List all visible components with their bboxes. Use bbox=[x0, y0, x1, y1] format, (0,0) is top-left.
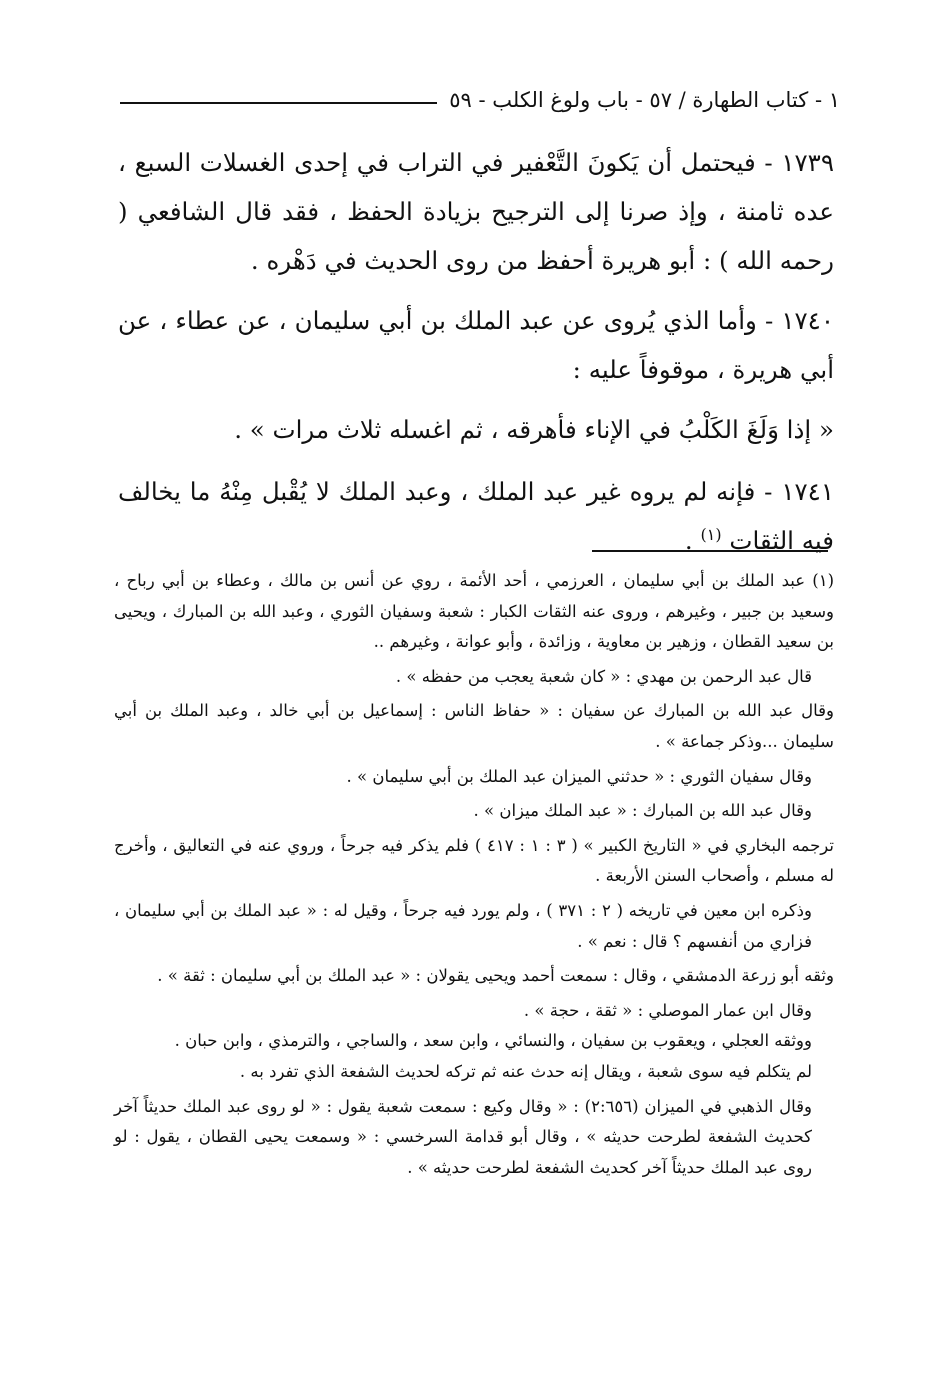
footnote-line: وقال ابن عمار الموصلي : « ثقة ، حجة » . bbox=[523, 1000, 812, 1020]
main-text bbox=[118, 138, 834, 576]
footnote-line: وقال عبد الله بن المبارك عن سفيان : « حفاظ الناس : إسماعيل بن أبي خالد ، وعبد الملك بن أبي سليمان ...وذكر جماعة » . bbox=[114, 701, 834, 751]
paragraph-1741-text: ١٧٤١ - فإنه لم يروه غير عبد الملك ، وعبد الملك لا يُقْبل مِنْهُ ما يخالف فيه الثقات bbox=[118, 477, 834, 555]
paragraph-1739: ١٧٣٩ - فيحتمل أن يَكونَ التَّعْفير في التراب في إحدى الغسلات السبع ، عده ثامنة ، وإذ صرنا إلى الترجيح بزيادة الحفظ ، فقد قال الشافعي ( رحمه الله ) : أبو هريرة أحفظ من روى الحديث في دَهْره . bbox=[118, 148, 834, 275]
footnote-separator bbox=[592, 550, 828, 552]
hadith-quote: « إذا وَلَغَ الكَلْبُ في الإناء فأهرقه ، ثم اغسله ثلاث مرات » . bbox=[234, 415, 834, 444]
closing-dot: . bbox=[684, 526, 701, 555]
footnote-line: وقال عبد الله بن المبارك : « عبد الملك ميزان » . bbox=[473, 801, 812, 821]
paragraph-1740: ١٧٤٠ - وأما الذي يُروى عن عبد الملك بن أبي سليمان ، عن عطاء ، عن أبي هريرة ، موقوفاً عليه : bbox=[118, 306, 834, 384]
header-rule bbox=[120, 102, 437, 104]
footnote-line: وذكره ابن معين في تاريخه ( ٢ : ٣٧١ ) ، ولم يورد فيه جرحاً ، وقيل له : « عبد الملك بن أبي سليمان ، فزاري من أنفسهم ؟ قال : نعم » . bbox=[114, 900, 813, 951]
footnotes bbox=[114, 566, 834, 1187]
footnote-line: ترجمه البخاري في « التاريخ الكبير » ( ٣ : ١ : ٤١٧ ) فلم يذكر فيه جرحاً ، وروي عنه في التعاليق ، وأخرج له مسلم ، وأصحاب السنن الأربعة . bbox=[114, 835, 834, 886]
running-header bbox=[120, 72, 840, 112]
footnote-line: وثقه أبو زرعة الدمشقي ، وقال : سمعت أحمد ويحيى يقولان : « عبد الملك بن أبي سليمان : ثقة » . bbox=[157, 966, 834, 986]
footnote-line: وقال الذهبي في الميزان (٢:٦٥٦) : « وقال وكيع : سمعت شعبة يقول : « لو روى عبد الملك حديثاً آخر كحديث الشفعة لطرحت حديثه » ، وقال أبو قدامة السرخسي : « وسمعت يحيى القطان ، يقول : لو روى عبد الملك حديثاً آخر كحديث الشفعة لطرحت حديثه » . bbox=[114, 1096, 812, 1177]
footnote-1: (١) عبد الملك بن أبي سليمان ، العرزمي ، أحد الأئمة ، روي عن أنس بن مالك ، وعطاء بن أبي رباح ، وسعيد بن جبير ، وغيرهم ، وروى عنه الثقات الكبار : شعبة وسفيان الثوري ، وعبد الله بن المبارك ، ويحيى بن سعيد القطان ، وزهير بن معاوية ، وزائدة ، وأبو عوانة ، وغيرهم .. bbox=[114, 571, 834, 652]
footnote-line: قال عبد الرحمن بن مهدي : « كان شعبة يعجب من حفظه » . bbox=[395, 666, 812, 686]
footnote-reference: (١) bbox=[700, 524, 722, 544]
footnote-line: لم يتكلم فيه سوى شعبة ، ويقال إنه حدث عنه ثم تركه لحديث الشفعة الذي تفرد به . bbox=[239, 1061, 812, 1081]
footnote-line: وقال سفيان الثوري : « حدثني الميزان عبد الملك بن أبي سليمان » . bbox=[346, 766, 812, 786]
footnote-line: ووثقه العجلي ، ويعقوب بن سفيان ، والنسائي ، وابن سعد ، والساجي ، والترمذي ، وابن حبان . bbox=[174, 1031, 812, 1051]
header-title: ١ - كتاب الطهارة / ٥٧ - باب ولوغ الكلب - ٥٩ bbox=[449, 88, 840, 112]
